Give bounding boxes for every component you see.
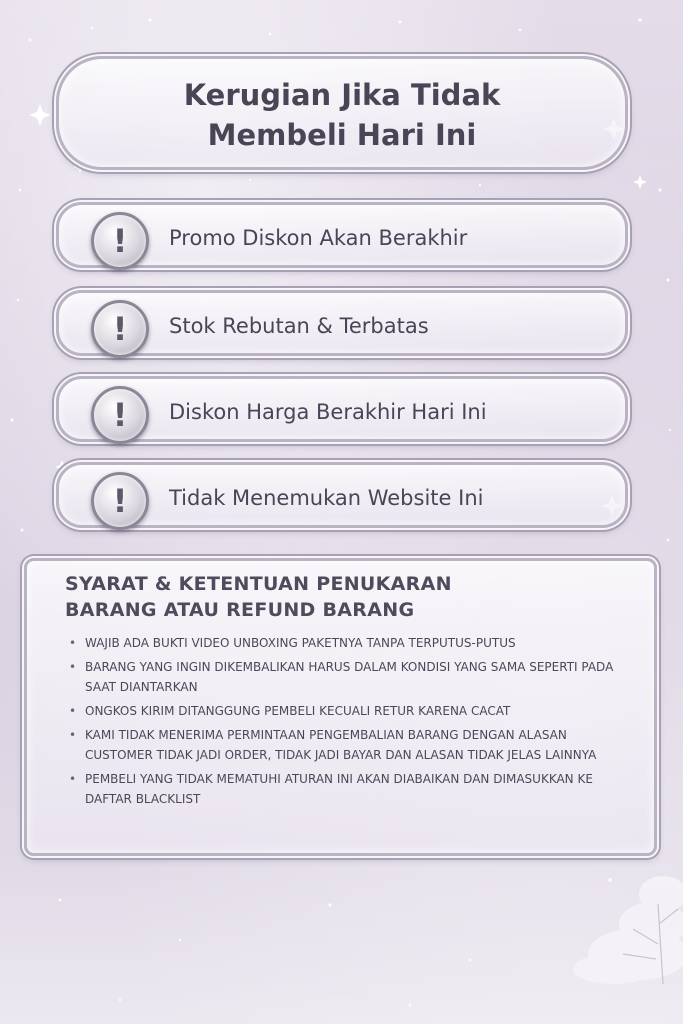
terms-heading-line-1: SYARAT & KETENTUAN PENUKARAN bbox=[65, 573, 452, 595]
page-title-line-1: Kerugian Jika Tidak bbox=[183, 78, 501, 112]
terms-list-item: • PEMBELI YANG TIDAK MEMATUHI ATURAN INI AKAN DIABAIKAN DAN DIMASUKKAN KE DAFTAR BLACKLIST bbox=[67, 769, 626, 809]
exclamation-icon: ! bbox=[91, 212, 149, 270]
reason-label: Diskon Harga Berakhir Hari Ini bbox=[169, 400, 487, 424]
page-title bbox=[59, 75, 625, 155]
terms-panel bbox=[24, 558, 657, 856]
terms-heading bbox=[65, 571, 452, 623]
terms-list-item: • BARANG YANG INGIN DIKEMBALIKAN HARUS DALAM KONDISI YANG SAMA SEPERTI PADA SAAT DIANTARKAN bbox=[67, 657, 626, 697]
terms-list-item: • WAJIB ADA BUKTI VIDEO UNBOXING PAKETNYA TANPA TERPUTUS-PUTUS bbox=[67, 633, 626, 653]
reason-item-promo bbox=[56, 202, 628, 268]
reason-label: Tidak Menemukan Website Ini bbox=[169, 486, 484, 510]
exclamation-icon: ! bbox=[91, 300, 149, 358]
terms-list-item: • KAMI TIDAK MENERIMA PERMINTAAN PENGEMBALIAN BARANG DENGAN ALASAN CUSTOMER TIDAK JADI ORDER, TIDAK JADI BAYAR DAN ALASAN TIDAK JELAS LAINNYA bbox=[67, 725, 626, 765]
reason-item-price bbox=[56, 376, 628, 442]
reason-label: Stok Rebutan & Terbatas bbox=[169, 314, 429, 338]
terms-list bbox=[67, 633, 626, 813]
exclamation-icon: ! bbox=[91, 386, 149, 444]
terms-list-item: • ONGKOS KIRIM DITANGGUNG PEMBELI KECUALI RETUR KARENA CACAT bbox=[67, 701, 626, 721]
reason-label: Promo Diskon Akan Berakhir bbox=[169, 226, 468, 250]
reason-item-website bbox=[56, 462, 628, 528]
reason-item-stock bbox=[56, 290, 628, 356]
terms-heading-line-2: BARANG ATAU REFUND BARANG bbox=[65, 599, 415, 621]
headline-banner bbox=[56, 56, 628, 170]
page-title-line-2: Membeli Hari Ini bbox=[207, 118, 477, 152]
exclamation-icon: ! bbox=[91, 472, 149, 530]
